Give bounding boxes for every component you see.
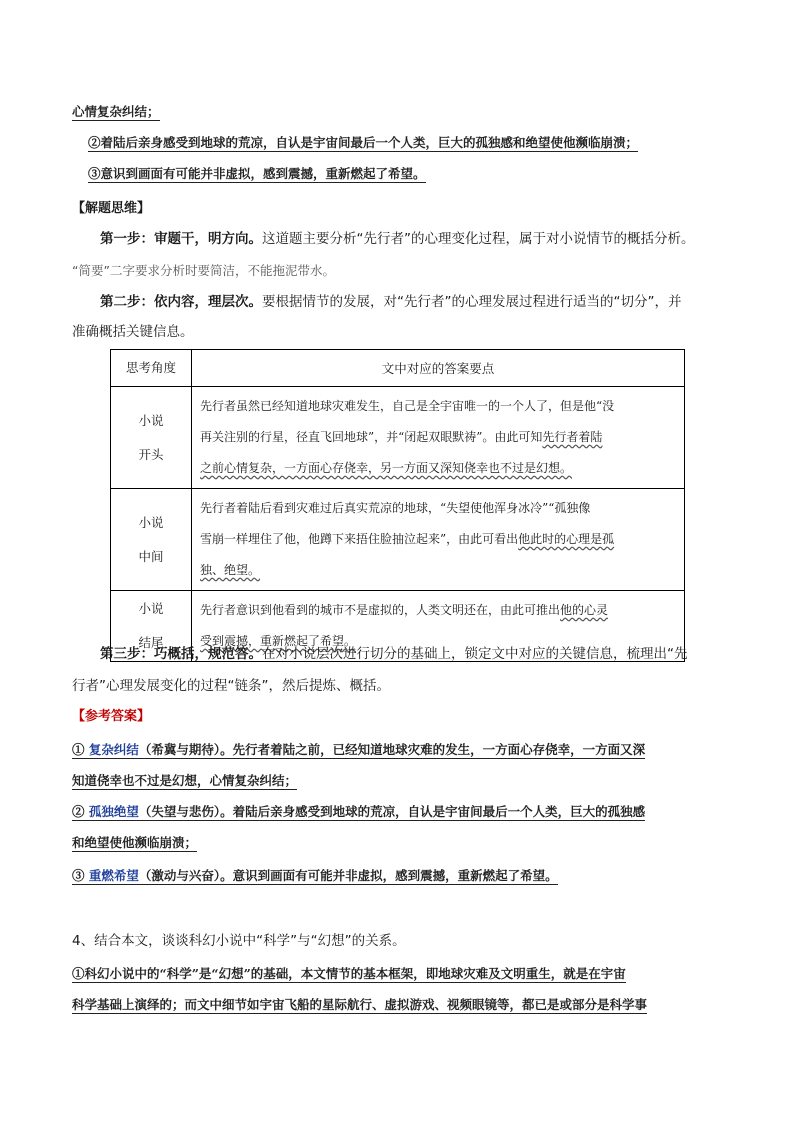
question-4-title: 4、结合本文，谈谈科幻小说中“科学”与“幻想”的关系。 <box>72 933 406 949</box>
reference-answer-3: ③ 重燃希望（激动与兴奋）。意识到画面有可能并非虚拟，感到震撼，重新燃起了希望。 <box>72 868 558 883</box>
reference-answer-2: ② 孤独绝望（失望与悲伤）。着陆后亲身感受到地球的荒凉，自认是宇宙间最后一个人类，巨大的孤独感 <box>72 804 646 819</box>
prev-answer-line-3: ③意识到画面有可能并非虚拟，感到震撼，重新燃起了希望。 <box>88 166 426 181</box>
analysis-table <box>110 349 685 662</box>
reference-answer-1: ① 复杂纠结（希冀与期待）。先行者着陆之前，已经知道地球灾难的发生，一方面心存侥幸，一方面又深 <box>72 742 646 757</box>
table-row-points: 先行者意识到他看到的城市不是虚拟的，人类文明还在，由此可推出他的心灵 受到震撼，重新燃起了希望。 <box>192 591 685 662</box>
step1-line-2: “简要”二字要求分析时要简洁，不能拖泥带水。 <box>72 263 335 278</box>
table-row-angle: 小说 开头 <box>111 387 192 489</box>
reference-answer-1-cont: 知道侥幸也不过是幻想，心情复杂纠结； <box>72 773 298 788</box>
table-row-angle: 小说 中间 <box>111 489 192 591</box>
reference-answer-2-cont: 和绝望使他濒临崩溃； <box>72 835 198 850</box>
table-row <box>111 489 685 591</box>
step3-line-2: 行者”心理发展变化的过程“链条”，然后提炼、概括。 <box>72 678 390 694</box>
table-row-points: 先行者着陆后看到灾难过后真实荒凉的地球，“失望使他浑身冰冷”“孤独像 雪崩一样埋住了他，他蹲下来捂住脸抽泣起来”，由此可看出他此时的心理是孤 独、绝望。 <box>192 489 685 591</box>
table-row-points: 先行者虽然已经知道地球灾难发生，自己是全宇宙唯一的一个人了，但是他“没 再关注别的行星，径直飞回地球”，并“闭起双眼默祷”。由此可知先行者着陆 之前心情复杂，一方面心存侥幸，另一方面又深知侥幸也不过是幻想。 <box>192 387 685 489</box>
step1-line: 第一步：审题干，明方向。这道题主要分析“先行者”的心理变化过程，属于对小说情节的概括分析。 <box>100 231 695 247</box>
table-header-row <box>111 350 685 387</box>
question-4-answer-line-2: 科学基础上演绎的；而文中细节如宇宙飞船的星际航行、虚拟游戏、视频眼镜等，都已是或部分是科学事 <box>72 997 648 1012</box>
thinking-heading: 【解题思维】 <box>72 201 151 216</box>
reference-heading: 【参考答案】 <box>72 709 151 724</box>
step2-line-2: 准确概括关键信息。 <box>72 324 194 340</box>
step2-line: 第二步：依内容，理层次。要根据情节的发展，对“先行者”的心理发展过程进行适当的“切分”，并 <box>100 294 682 310</box>
question-4-answer-line-1: ①科幻小说中的“科学”是“幻想”的基础，本文情节的基本框架，即地球灾难及文明重生，就是在宇宙 <box>72 966 626 981</box>
prev-answer-line-1: 心情复杂纠结； <box>72 104 160 119</box>
step3-line: 第三步：巧概括，规范答。在对小说层次进行切分的基础上，锁定文中对应的关键信息，梳理出“先 <box>100 646 688 662</box>
table-row-angle: 小说 结尾 <box>111 591 192 662</box>
table-header-angle: 思考角度 <box>111 350 192 387</box>
table-row <box>111 387 685 489</box>
table-header-points: 文中对应的答案要点 <box>192 350 685 387</box>
prev-answer-line-2: ②着陆后亲身感受到地球的荒凉，自认是宇宙间最后一个人类，巨大的孤独感和绝望使他濒临崩溃； <box>88 135 639 150</box>
